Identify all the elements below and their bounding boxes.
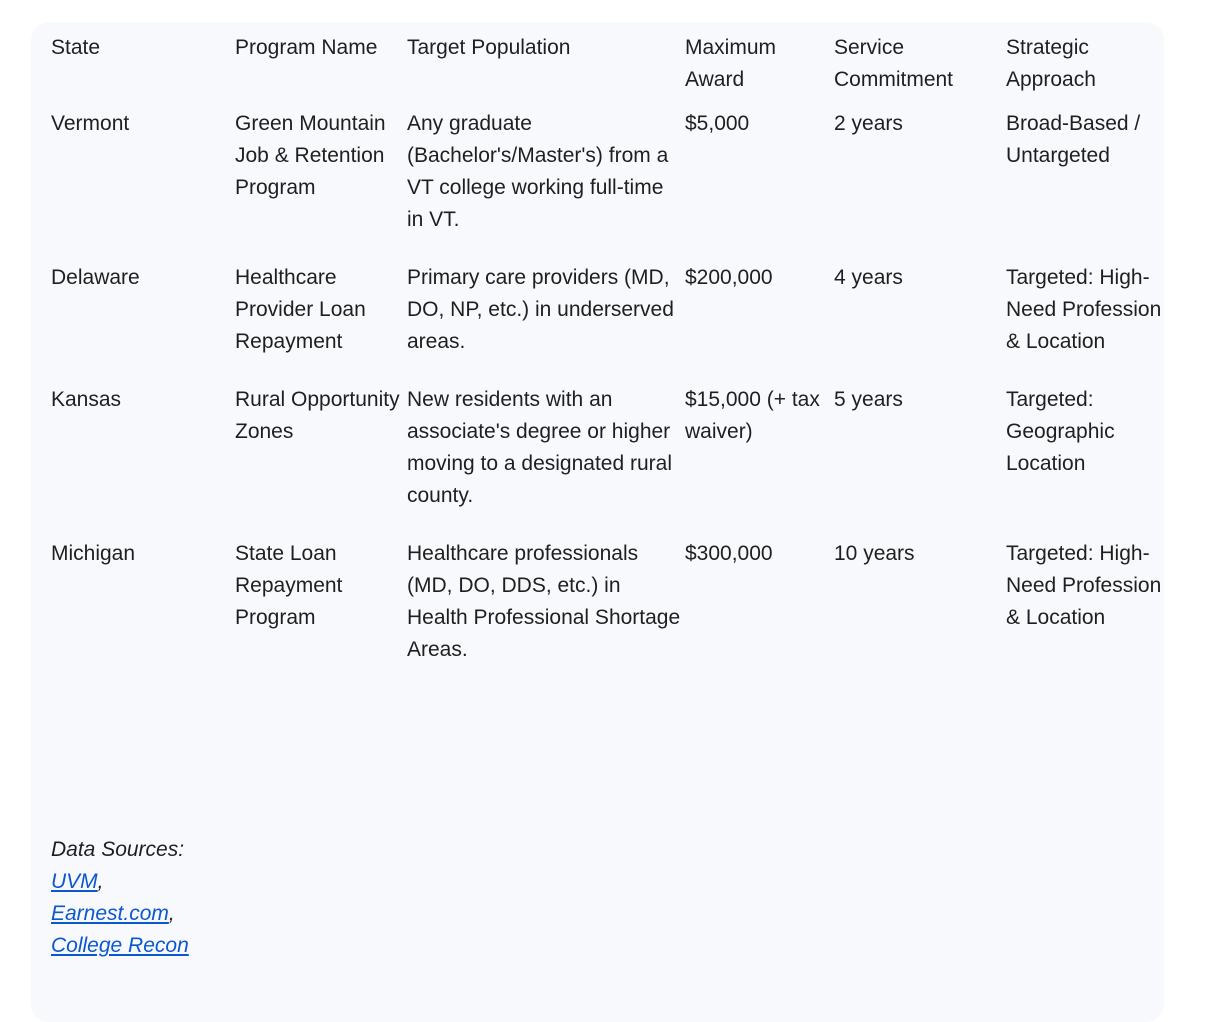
- table-row-delaware: [51, 262, 1163, 384]
- table-row-kansas: [51, 384, 1163, 538]
- cell-target-population: Healthcare professionals (MD, DO, DDS, etc.) in Health Professional Shortage Areas.: [407, 542, 681, 661]
- cell-program-name: Rural Opportunity Zones: [235, 388, 400, 443]
- header-maximum-award: Maximum Award: [685, 36, 777, 91]
- cell-strategic-approach: Targeted: High-Need Profession & Location: [1006, 542, 1162, 629]
- cell-strategic-approach: Targeted: Geographic Location: [1006, 388, 1115, 475]
- table-header-row: [51, 32, 1163, 108]
- cell-maximum-award: $15,000 (+ tax waiver): [685, 388, 820, 443]
- source-separator: ,: [168, 902, 175, 925]
- table-row-vermont: [51, 108, 1163, 262]
- header-strategic-approach: Strategic Approach: [1006, 36, 1096, 91]
- cell-maximum-award: $200,000: [685, 266, 773, 289]
- cell-service-commitment: 5 years: [834, 388, 903, 411]
- data-sources: [51, 834, 201, 962]
- cell-target-population: Any graduate (Bachelor's/Master's) from a VT college working full-time in VT.: [407, 112, 669, 231]
- header-program-name: Program Name: [235, 36, 378, 59]
- header-service-commitment: Service Commitment: [834, 36, 954, 91]
- programs-table: [51, 32, 1163, 692]
- source-separator: ,: [97, 870, 104, 893]
- cell-state: Vermont: [51, 112, 130, 135]
- header-target-population: Target Population: [407, 36, 571, 59]
- data-sources-label: Data Sources:: [51, 838, 185, 861]
- source-link-college-recon[interactable]: College Recon: [51, 934, 189, 957]
- table-row-michigan: [51, 538, 1163, 692]
- cell-target-population: New residents with an associate's degree or higher moving to a designated rural county.: [407, 388, 672, 507]
- header-state: State: [51, 36, 101, 59]
- cell-strategic-approach: Targeted: High-Need Profession & Location: [1006, 266, 1162, 353]
- cell-state: Michigan: [51, 542, 136, 565]
- cell-program-name: Healthcare Provider Loan Repayment: [235, 266, 366, 353]
- cell-service-commitment: 2 years: [834, 112, 903, 135]
- cell-program-name: Green Mountain Job & Retention Program: [235, 112, 386, 199]
- cell-strategic-approach: Broad-Based / Untargeted: [1006, 112, 1141, 167]
- source-link-uvm[interactable]: UVM: [51, 870, 98, 893]
- cell-state: Delaware: [51, 266, 140, 289]
- source-link-earnest[interactable]: Earnest.com: [51, 902, 169, 925]
- cell-maximum-award: $300,000: [685, 542, 773, 565]
- cell-target-population: Primary care providers (MD, DO, NP, etc.) in underserved areas.: [407, 266, 674, 353]
- cell-maximum-award: $5,000: [685, 112, 750, 135]
- table-panel: [31, 22, 1164, 1022]
- cell-state: Kansas: [51, 388, 122, 411]
- cell-service-commitment: 4 years: [834, 266, 903, 289]
- cell-program-name: State Loan Repayment Program: [235, 542, 343, 629]
- cell-service-commitment: 10 years: [834, 542, 915, 565]
